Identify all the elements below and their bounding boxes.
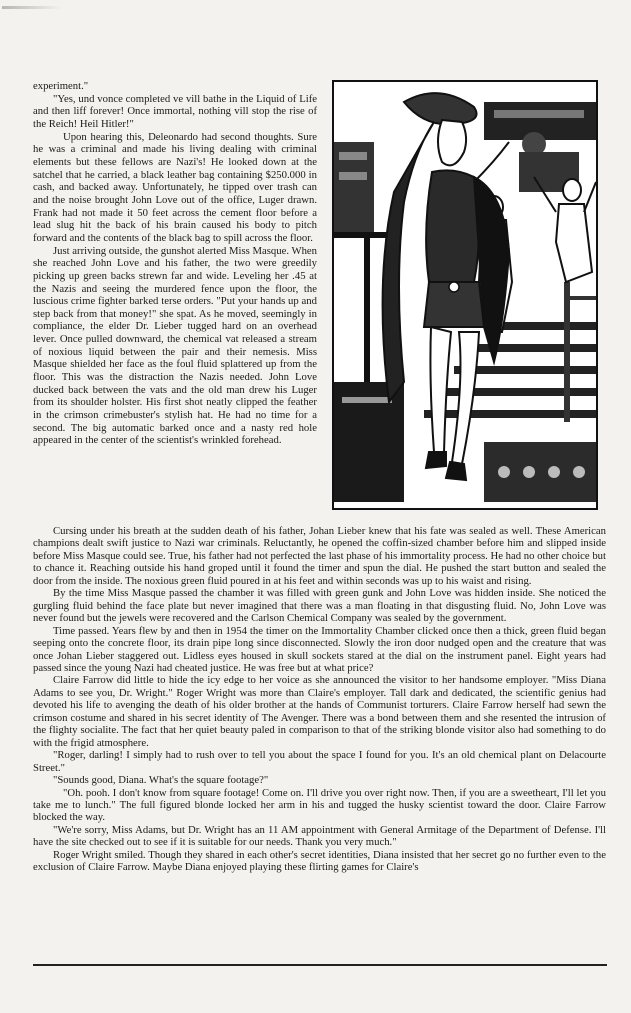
paragraph: Roger Wright smiled. Though they shared in each other's secret identities, Diana insisted that her secret go no further even to the exclusion of Claire Farrow. Maybe Diana enjoyed playing these flirting games for Claire's xyxy=(33,848,606,874)
full-width-text xyxy=(33,525,606,874)
paragraph: experiment." xyxy=(33,80,89,92)
scan-smudge xyxy=(2,6,62,9)
paragraph: Claire Farrow did little to hide the icy edge to her voice as she announced the visitor to her handsome employer. "Miss Diana Adams to see you, Dr. Wright." Roger Wright was more than Claire's employer. Tall dark and dedicated, the scientific genius had devoted his life to avenging the death of his older brother at the hands of Communist torturers. Claire Farrow herself had sewn the crimson costume and shared in his secret identity of The Avenger. There was a bond between them and she resented the intrusion of the flighty socialite. The fact that her quiet beauty paled in comparison to that of the striking blonde visitor also had something to do with the frigid atmosphere. xyxy=(33,674,606,749)
paragraph: By the time Miss Masque passed the chamber it was filled with green gunk and John Love was hidden inside. She noticed the gurgling fluid behind the face plate but never imagined that there was a man floating in that disgusting fluid. No, John Love was never found but the jewels were recovered and the Carlson Chemical Company was sealed by the government. xyxy=(33,587,606,625)
left-text-column xyxy=(33,80,317,447)
paragraph: "Roger, darling! I simply had to rush over to tell you about the space I found for you. It's an old chemical plant on Delacourte Street." xyxy=(33,749,606,774)
paragraph: "Sounds good, Diana. What's the square footage?" xyxy=(53,774,269,787)
paragraph: Just arriving outside, the gunshot alerted Miss Masque. When she reached John Love and his father, the two were greedily picking up green backs strewn far and wide. Leveling her .45 at the Nazis and seeing the murdered fence upon the floor, the luscious crime fighter barked terse orders. "Put your hands up and step back from that money!" she spat. As he moved, seemingly in compliance, the elder Dr. Lieber tugged hard on an overhead lever. Once pulled downward, the chemical vat released a stream of noxious liquid between the pair and their nemesis. Miss Masque shielded her face as the foul fluid splattered up from the floor. This was the distraction the Nazis needed. John Love ducked back between the vats and the old man drew his Luger from its shoulder holster. His first shot neatly clipped the feather in the crimson crimebuster's stylish hat. He had no time for a second. The big automatic barked once and a nasty red hole appeared in the center of the scientist's wrinkled forehead. xyxy=(33,244,317,447)
paragraph: Time passed. Years flew by and then in 1954 the timer on the Immortality Chamber clicked once then a thick, green fluid began seeping onto the concrete floor, its drain pipe long since disconnected. Slowly the iron door nudged open and the creature that was once Johan Lieber staggered out. Lidless eyes housed in skull sockets stared at the dial on the instrument panel. Eight years had passed since the young Nazi had cheated justice. He was free but at what price? xyxy=(33,624,606,674)
bottom-rule xyxy=(33,964,607,966)
comic-illustration-miss-masque xyxy=(332,80,598,510)
paragraph: Cursing under his breath at the sudden death of his father, Johan Lieber knew that his fate was sealed as well. These American champions dealt swift justice to Nazi war criminals. Reluctantly, he opened the coffin-sized chamber before him and slipped inside before Miss Masque could see. True, his father had not perfected the last phase of his immortality process. He had no other choice but to chance it. Reaching outside his hand groped until it found the timer and spun the dial. He pushed the start button and sealed the door from the inside. The noxious green fluid poured in at his feet and within seconds was up to his waist and rising. xyxy=(33,525,606,587)
paragraph: Upon hearing this, Deleonardo had second thoughts. Sure he was a criminal and made his living dealing with criminal elements but these fellows are Nazi's! He looked down at the satchel that he carried, a black leather bag containing $250.000 in cash, and backed away. Unfortunately, he tipped over trash can and the noise brought John Love out of the office, Luger drawn. Frank had not made it 50 feet across the cement floor before a lead slug hit the back of his brain caused his body to pitch forward and the contents of the black bag to spill across the floor. xyxy=(33,130,317,244)
paragraph: "Yes, und vonce completed ve vill bathe in the Liquid of Life and then liff forever! Once immortal, nothing vill stop the rise of the Reich! Heil Hitler!" xyxy=(33,92,317,130)
paragraph: "We're sorry, Miss Adams, but Dr. Wright has an 11 AM appointment with General Armitage of the Department of Defense. I'll have the site checked out to see if it is suitable for our needs. Thank you very much." xyxy=(33,823,606,849)
paragraph: "Oh. pooh. I don't know from square footage! Come on. I'll drive you over right now. Then, if you are a sweetheart, I'll let you take me to lunch." The full figured blonde locked her arm in his and tugged the husky scientist toward the door. Claire Farrow blocked the way. xyxy=(33,786,606,824)
